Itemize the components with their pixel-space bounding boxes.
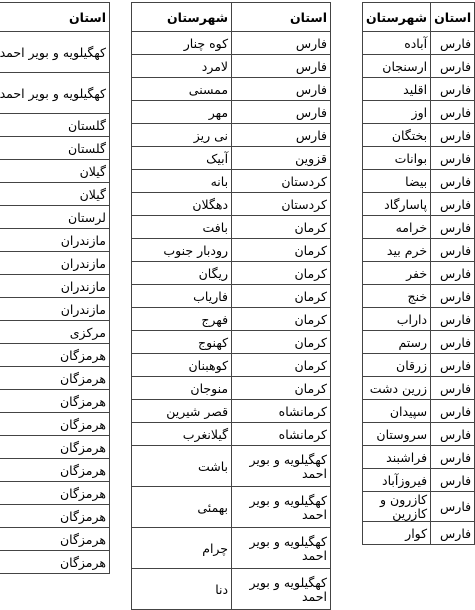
province-cell: کهگیلویه و بویر احمد (232, 487, 331, 528)
county-cell: داراب (363, 308, 431, 331)
table-row (0, 482, 110, 505)
left-table-container (0, 2, 110, 570)
county-cell: فیروزآباد (363, 469, 431, 492)
table-row (363, 170, 475, 193)
left-table (0, 2, 110, 574)
province-cell: فارس (431, 400, 475, 423)
county-cell: فاریاب (132, 285, 232, 308)
province-cell: فارس (431, 216, 475, 239)
table-row (132, 487, 331, 528)
county-cell: کوه چنار (132, 32, 232, 55)
header-county: شهرستان (363, 3, 431, 32)
county-cell: بیضا (363, 170, 431, 193)
province-cell: فارس (232, 124, 331, 147)
province-cell: قزوین (232, 147, 331, 170)
county-cell: کهنوج (132, 331, 232, 354)
province-cell: فارس (431, 147, 475, 170)
province-cell: هرمزگان (0, 528, 110, 551)
province-cell: فارس (431, 308, 475, 331)
province-cell: فارس (431, 32, 475, 55)
county-cell: خفر (363, 262, 431, 285)
table-row (363, 78, 475, 101)
province-cell: فارس (431, 423, 475, 446)
province-cell: کرمان (232, 262, 331, 285)
county-cell: آبیک (132, 147, 232, 170)
county-cell: خرم بید (363, 239, 431, 262)
middle-table-header-row (132, 3, 331, 32)
province-cell: کردستان (232, 170, 331, 193)
table-row (132, 377, 331, 400)
table-row (132, 193, 331, 216)
province-cell: مرکزی (0, 321, 110, 344)
table-row (132, 446, 331, 487)
province-cell: کهگیلویه و بویر احمد (232, 528, 331, 569)
table-row (0, 183, 110, 206)
table-row (0, 275, 110, 298)
header-province: استان (232, 3, 331, 32)
table-row (363, 285, 475, 308)
county-cell: کازرون و کازرین (363, 492, 431, 522)
table-row (0, 367, 110, 390)
province-cell: فارس (431, 331, 475, 354)
table-row (132, 569, 331, 610)
province-cell: گلستان (0, 137, 110, 160)
province-cell: فارس (232, 55, 331, 78)
table-row (363, 147, 475, 170)
middle-table-body (132, 32, 331, 610)
table-row (0, 114, 110, 137)
province-cell: فارس (232, 78, 331, 101)
province-cell: گیلان (0, 160, 110, 183)
province-cell: هرمزگان (0, 367, 110, 390)
table-row (0, 390, 110, 413)
province-cell: کرمان (232, 377, 331, 400)
province-cell: فارس (431, 193, 475, 216)
province-cell: فارس (431, 522, 475, 545)
table-row (0, 505, 110, 528)
table-row (363, 55, 475, 78)
table-row (132, 528, 331, 569)
county-cell: زرین دشت (363, 377, 431, 400)
province-cell: فارس (232, 32, 331, 55)
province-cell: فارس (431, 78, 475, 101)
county-cell: کوهبنان (132, 354, 232, 377)
province-cell: هرمزگان (0, 459, 110, 482)
province-cell: کهگیلویه و بویر احمد (0, 32, 110, 73)
right-table-body (363, 32, 475, 545)
table-row (363, 216, 475, 239)
province-cell: فارس (431, 285, 475, 308)
province-cell: کرمان (232, 331, 331, 354)
county-cell: اوز (363, 101, 431, 124)
table-row (132, 101, 331, 124)
province-cell: هرمزگان (0, 344, 110, 367)
table-row (0, 551, 110, 574)
province-cell: مازندران (0, 229, 110, 252)
county-cell: منوجان (132, 377, 232, 400)
province-cell: مازندران (0, 275, 110, 298)
province-cell: کهگیلویه و بویر احمد (232, 569, 331, 610)
table-row (363, 32, 475, 55)
table-row (0, 206, 110, 229)
county-cell: اقلید (363, 78, 431, 101)
county-cell: خنج (363, 285, 431, 308)
county-cell: بهمئی (132, 487, 232, 528)
table-row (0, 459, 110, 482)
province-cell: کرمان (232, 354, 331, 377)
province-cell: هرمزگان (0, 551, 110, 574)
county-cell: مهر (132, 101, 232, 124)
province-cell: فارس (431, 469, 475, 492)
province-cell: کهگیلویه و بویر احمد (232, 446, 331, 487)
province-cell: کرمان (232, 239, 331, 262)
table-row (132, 170, 331, 193)
province-cell: فارس (431, 239, 475, 262)
county-cell: ریگان (132, 262, 232, 285)
province-cell: فارس (431, 101, 475, 124)
county-cell: سروستان (363, 423, 431, 446)
county-cell: نی ریز (132, 124, 232, 147)
county-cell: بانه (132, 170, 232, 193)
province-cell: فارس (431, 170, 475, 193)
province-cell: کرمان (232, 216, 331, 239)
table-row (363, 446, 475, 469)
table-row (132, 124, 331, 147)
county-cell: ممسنی (132, 78, 232, 101)
table-row (363, 262, 475, 285)
province-cell: کرمان (232, 308, 331, 331)
province-cell: گیلان (0, 183, 110, 206)
province-cell: فارس (431, 354, 475, 377)
table-row (0, 436, 110, 459)
county-cell: بافت (132, 216, 232, 239)
county-cell: خرامه (363, 216, 431, 239)
table-row (0, 413, 110, 436)
province-cell: کرمانشاه (232, 400, 331, 423)
table-row (132, 423, 331, 446)
province-cell: کرمان (232, 285, 331, 308)
province-cell: فارس (431, 446, 475, 469)
county-cell: فراشبند (363, 446, 431, 469)
table-row (363, 239, 475, 262)
county-cell: باشت (132, 446, 232, 487)
table-row (363, 492, 475, 522)
table-row (0, 321, 110, 344)
table-row (132, 55, 331, 78)
header-province: استان (0, 3, 110, 32)
province-cell: هرمزگان (0, 390, 110, 413)
table-row (132, 239, 331, 262)
table-row (132, 262, 331, 285)
table-row (0, 73, 110, 114)
county-cell: زرقان (363, 354, 431, 377)
province-cell: هرمزگان (0, 482, 110, 505)
table-row (0, 137, 110, 160)
table-row (363, 354, 475, 377)
province-cell: مازندران (0, 298, 110, 321)
header-province: استان (431, 3, 475, 32)
table-row (0, 160, 110, 183)
table-row (132, 285, 331, 308)
province-cell: هرمزگان (0, 505, 110, 528)
right-table (362, 2, 475, 545)
table-row (0, 528, 110, 551)
province-cell: هرمزگان (0, 413, 110, 436)
province-cell: لرستان (0, 206, 110, 229)
right-table-header-row (363, 3, 475, 32)
province-cell: فارس (431, 377, 475, 400)
table-row (132, 400, 331, 423)
county-cell: سپیدان (363, 400, 431, 423)
province-cell: فارس (232, 101, 331, 124)
county-cell: دنا (132, 569, 232, 610)
county-cell: پاسارگاد (363, 193, 431, 216)
county-cell: بوانات (363, 147, 431, 170)
table-row (132, 32, 331, 55)
table-row (363, 124, 475, 147)
table-row (363, 423, 475, 446)
table-row (132, 78, 331, 101)
province-cell: فارس (431, 124, 475, 147)
county-cell: رستم (363, 331, 431, 354)
county-cell: لامرد (132, 55, 232, 78)
table-row (132, 147, 331, 170)
province-cell: فارس (431, 492, 475, 522)
province-cell: کهگیلویه و بویر احمد (0, 73, 110, 114)
province-cell: کرمانشاه (232, 423, 331, 446)
table-row (363, 308, 475, 331)
right-table-container (362, 2, 472, 541)
table-row (0, 229, 110, 252)
table-row (363, 193, 475, 216)
table-row (0, 344, 110, 367)
table-row (363, 469, 475, 492)
table-row (132, 216, 331, 239)
province-cell: مازندران (0, 252, 110, 275)
middle-table (131, 2, 331, 610)
table-row (363, 377, 475, 400)
table-row (0, 298, 110, 321)
province-cell: هرمزگان (0, 436, 110, 459)
province-cell: کردستان (232, 193, 331, 216)
table-row (363, 331, 475, 354)
county-cell: چرام (132, 528, 232, 569)
table-row (132, 331, 331, 354)
table-row (363, 400, 475, 423)
county-cell: کوار (363, 522, 431, 545)
county-cell: قصر شیرین (132, 400, 232, 423)
table-row (363, 101, 475, 124)
county-cell: دهگلان (132, 193, 232, 216)
table-row (0, 252, 110, 275)
table-row (132, 354, 331, 377)
province-cell: فارس (431, 55, 475, 78)
table-row (363, 522, 475, 545)
county-cell: گیلانغرب (132, 423, 232, 446)
county-cell: آباده (363, 32, 431, 55)
left-table-body (0, 32, 110, 574)
county-cell: ارسنجان (363, 55, 431, 78)
county-cell: بختگان (363, 124, 431, 147)
county-cell: رودبار جنوب (132, 239, 232, 262)
province-cell: گلستان (0, 114, 110, 137)
province-cell: فارس (431, 262, 475, 285)
header-county: شهرستان (132, 3, 232, 32)
table-row (0, 32, 110, 73)
table-row (132, 308, 331, 331)
county-cell: فهرج (132, 308, 232, 331)
left-table-header-row (0, 3, 110, 32)
